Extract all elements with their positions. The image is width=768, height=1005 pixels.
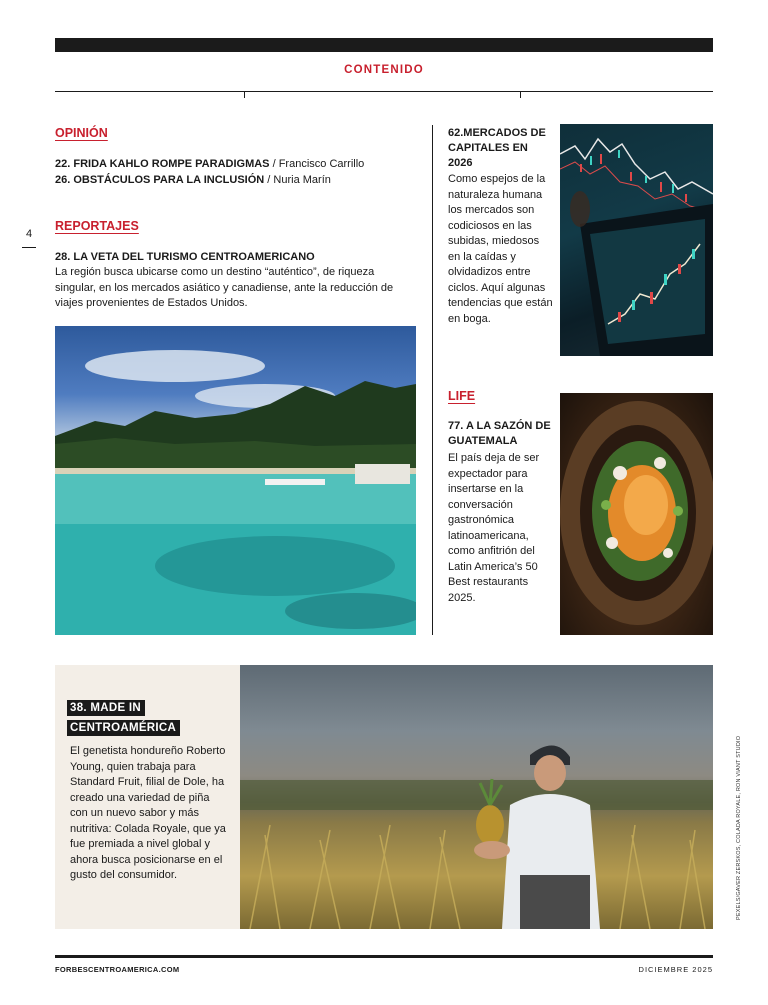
opinion-entry[interactable]: 26. OBSTÁCULOS PARA LA INCLUSIÓN / Nuria Marín bbox=[55, 174, 331, 186]
mercados-title[interactable] bbox=[448, 126, 553, 171]
life-description: El país deja de ser expectador para insertarse en la conversación gastronómica latinoamericana, como anfitrión del Latin America’s 50 Best restaurants 2025. bbox=[448, 452, 540, 604]
contents-title: CONTENIDO bbox=[344, 64, 424, 76]
entry-title: 22. FRIDA KAHLO ROMPE PARADIGMAS bbox=[55, 158, 270, 170]
life-title[interactable] bbox=[448, 419, 553, 449]
reportajes-title[interactable] bbox=[55, 249, 315, 265]
reportajes-heading: REPORTAJES bbox=[55, 219, 139, 233]
reportajes-description: La región busca ubicarse como un destino “auténtico”, de riqueza singular, en los mercados asiático y canadiense, ante la reducción de viajes provenientes de Estados Unidos. bbox=[55, 266, 394, 309]
farmer-photo bbox=[240, 665, 713, 929]
footer-site-link[interactable]: FORBESCENTROAMERICA.COM bbox=[55, 965, 180, 974]
footer-bar bbox=[55, 955, 713, 958]
photo-credit: PEXELS/GAVER ZERSKOS, COLADA ROYALE, RON VIANT STUDIO bbox=[736, 735, 742, 920]
entry-author: Francisco Carrillo bbox=[278, 158, 365, 170]
made-in-title[interactable] bbox=[67, 698, 180, 738]
entry-title: 62.MERCADOS DE CAPITALES EN 2026 bbox=[448, 127, 546, 169]
header-rule bbox=[55, 91, 713, 92]
beach-photo bbox=[55, 326, 416, 635]
opinion-entry[interactable]: 22. FRIDA KAHLO ROMPE PARADIGMAS / Francisco Carrillo bbox=[55, 158, 365, 170]
footer-issue-date: DICIEMBRE 2025 bbox=[638, 965, 713, 974]
column-divider bbox=[432, 125, 433, 635]
made-in-title-line: 38. MADE IN bbox=[67, 700, 145, 716]
page-number-rule bbox=[22, 247, 36, 248]
entry-title: 77. A LA SAZÓN DE GUATEMALA bbox=[448, 420, 551, 447]
made-in-description: El genetista hondureño Roberto Young, quien trabaja para Standard Fruit, filial de Dole, ha creado una variedad de piña con un nuevo sabor y más nutritiva: Colada Royale, que ya fue premiada a nivel global y ahora busca posicionarse en el gusto del consumidor. bbox=[70, 745, 226, 881]
life-heading: LIFE bbox=[448, 389, 476, 403]
mercados-description: Como espejos de la naturaleza humana los mercados son codiciosos en las subidas, miedosos en la caídas y olvidadizos entre ciclos. Aquí algunas tendencias que están en boga. bbox=[448, 173, 553, 325]
entry-title: 26. OBSTÁCULOS PARA LA INCLUSIÓN bbox=[55, 174, 265, 186]
header-tick bbox=[520, 91, 521, 98]
food-photo bbox=[560, 393, 713, 635]
header-tick bbox=[244, 91, 245, 98]
entry-title: 28. LA VETA DEL TURISMO CENTROAMERICANO bbox=[55, 251, 315, 263]
page-number: 4 bbox=[26, 228, 33, 240]
opinion-heading: OPINIÓN bbox=[55, 126, 108, 140]
entry-author: Nuria Marín bbox=[273, 174, 331, 186]
top-bar bbox=[55, 38, 713, 52]
made-in-title-line: CENTROAMÉRICA bbox=[67, 720, 180, 736]
stock-market-photo bbox=[560, 124, 713, 356]
